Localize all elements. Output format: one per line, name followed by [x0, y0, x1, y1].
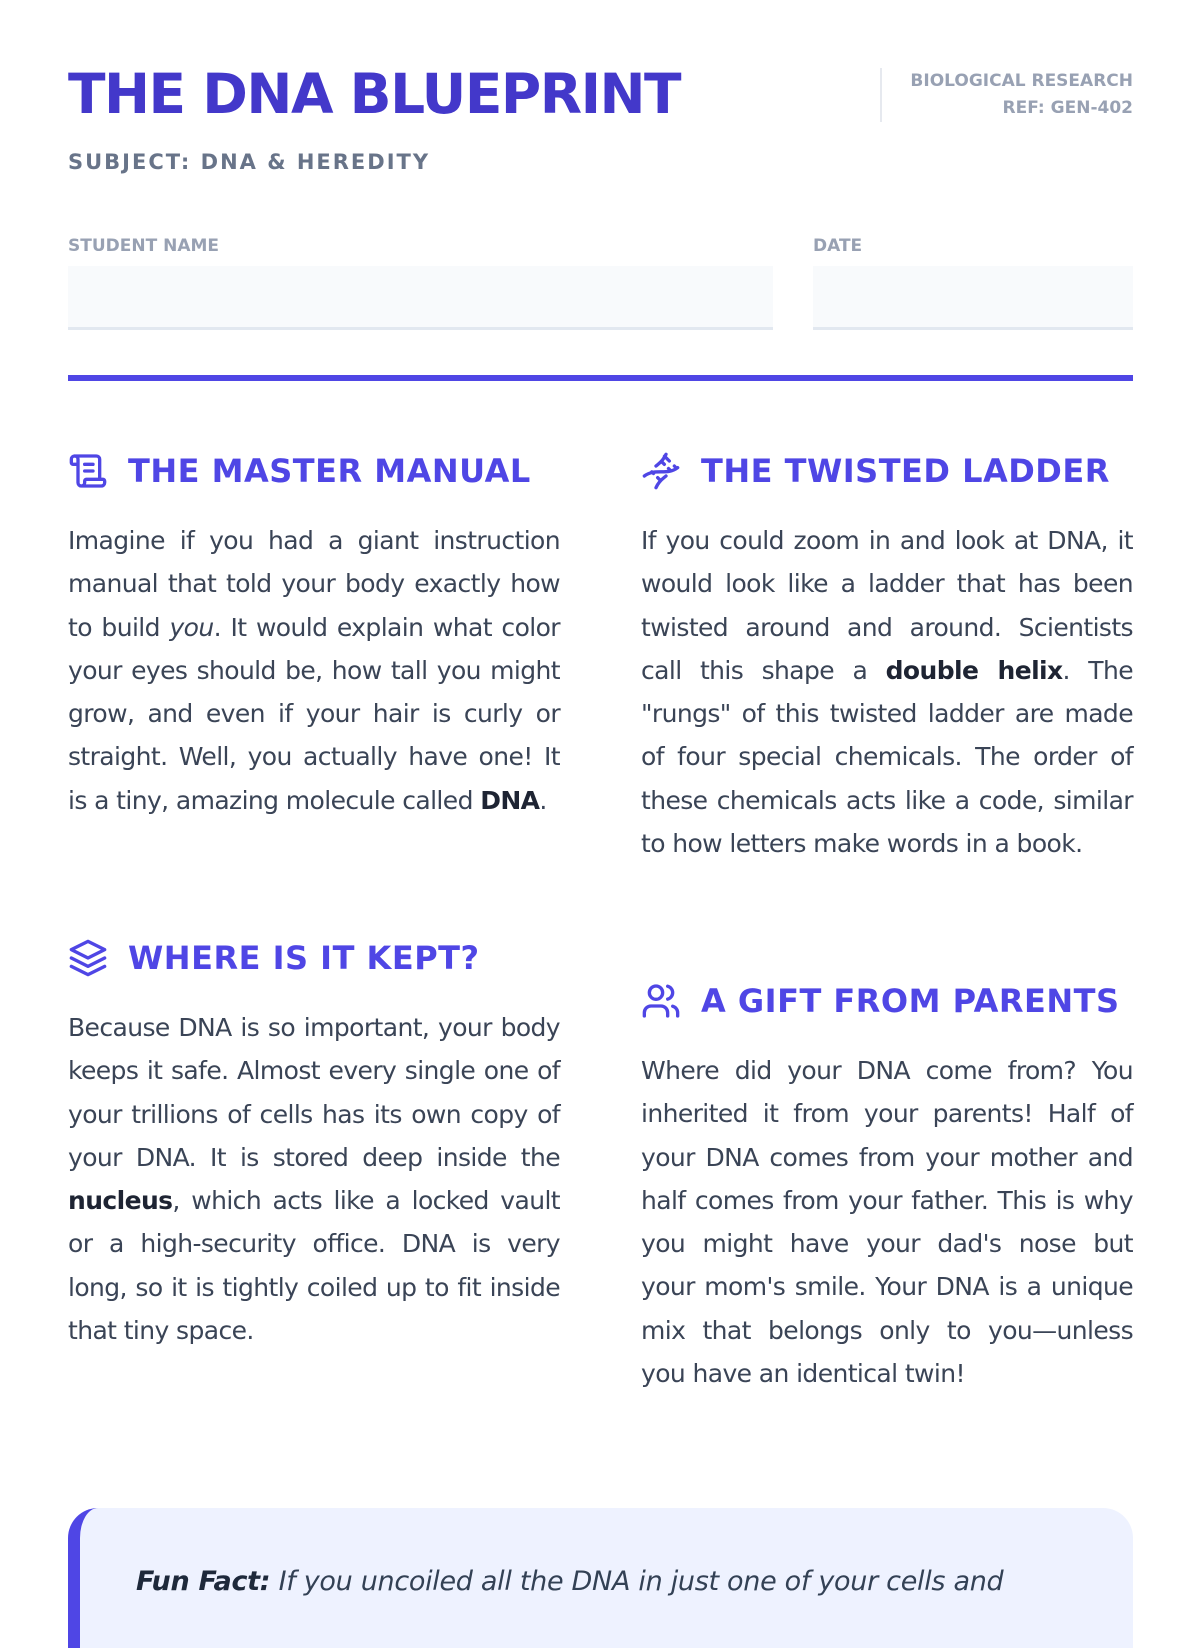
student-name-field[interactable] — [68, 266, 773, 330]
text-run: If you could zoom in and look at DNA, it would look like a ladder that has been twisted around and around. Scientists call this shape a — [641, 526, 1133, 685]
section-heading — [68, 932, 560, 984]
section-text — [68, 1006, 560, 1352]
section-twisted-ladder — [641, 445, 1133, 865]
student-name-label: STUDENT NAME — [68, 236, 220, 256]
emphasis-you: you — [169, 612, 214, 642]
text-run: . — [539, 785, 547, 815]
section-title: A GIFT FROM PARENTS — [701, 982, 1120, 1020]
section-text — [641, 519, 1133, 865]
term-dna: DNA — [480, 785, 540, 815]
term-nucleus: nucleus — [68, 1186, 173, 1216]
subject-line: SUBJECT: DNA & HEREDITY — [68, 150, 431, 174]
text-run: , which acts like a locked vault or a high-security office. DNA is very long, so it is tightly coiled up to fit inside that tiny space. — [68, 1186, 560, 1346]
section-heading — [641, 445, 1133, 497]
term-double-helix: double helix — [885, 655, 1063, 685]
text-run: Because DNA is so important, your body keeps it safe. Almost every single one of your trillions of cells has its own copy of your DNA. It is stored deep inside the — [68, 1013, 560, 1172]
page-title: THE DNA BLUEPRINT — [68, 62, 681, 126]
section-where-is-it-kept — [68, 932, 560, 1352]
users-icon — [641, 981, 681, 1021]
dna-icon — [641, 451, 681, 491]
reference-block — [880, 68, 1133, 122]
text-run: . It would explain what color your eyes should be, how tall you might grow, and even if your hair is curly or straight. Well, you actually have one! It is a tiny, amazing molecule called — [68, 612, 560, 815]
text-run: . The "rungs" of this twisted ladder are made of four special chemicals. The order of these chemicals acts like a code, similar to how letters make words in a book. — [641, 655, 1133, 859]
scroll-icon — [68, 451, 108, 491]
ref-organization: BIOLOGICAL RESEARCH — [910, 71, 1133, 91]
section-gift-from-parents — [641, 975, 1133, 1395]
section-title: THE TWISTED LADDER — [701, 452, 1110, 490]
fun-fact-lead: Fun Fact: — [136, 1566, 271, 1597]
text-run: Imagine if you had a giant instruction manual that told your body exactly how to build — [68, 526, 560, 642]
header-divider — [68, 375, 1133, 381]
ref-code: REF: GEN-402 — [1002, 98, 1133, 118]
section-text: Where did your DNA come from? You inherited it from your parents! Half of your DNA comes from your mother and half comes from your father. This is why you might have your dad's nose but your mom's smile. Your DNA is a unique mix that belongs only to you—unless you have an identical twin! — [641, 1056, 1133, 1389]
fun-fact-callout — [68, 1508, 1133, 1648]
section-master-manual — [68, 445, 560, 822]
section-heading — [641, 975, 1133, 1027]
date-label: DATE — [813, 236, 863, 256]
date-field[interactable] — [813, 266, 1133, 330]
worksheet-page — [68, 0, 1133, 1600]
section-title: WHERE IS IT KEPT? — [128, 939, 480, 977]
layers-icon — [68, 938, 108, 978]
section-title: THE MASTER MANUAL — [128, 452, 531, 490]
section-text — [68, 519, 560, 822]
section-heading — [68, 445, 560, 497]
fun-fact-body: If you uncoiled all the DNA in just one of your cells and — [270, 1566, 1004, 1597]
fun-fact-text — [136, 1566, 1003, 1597]
